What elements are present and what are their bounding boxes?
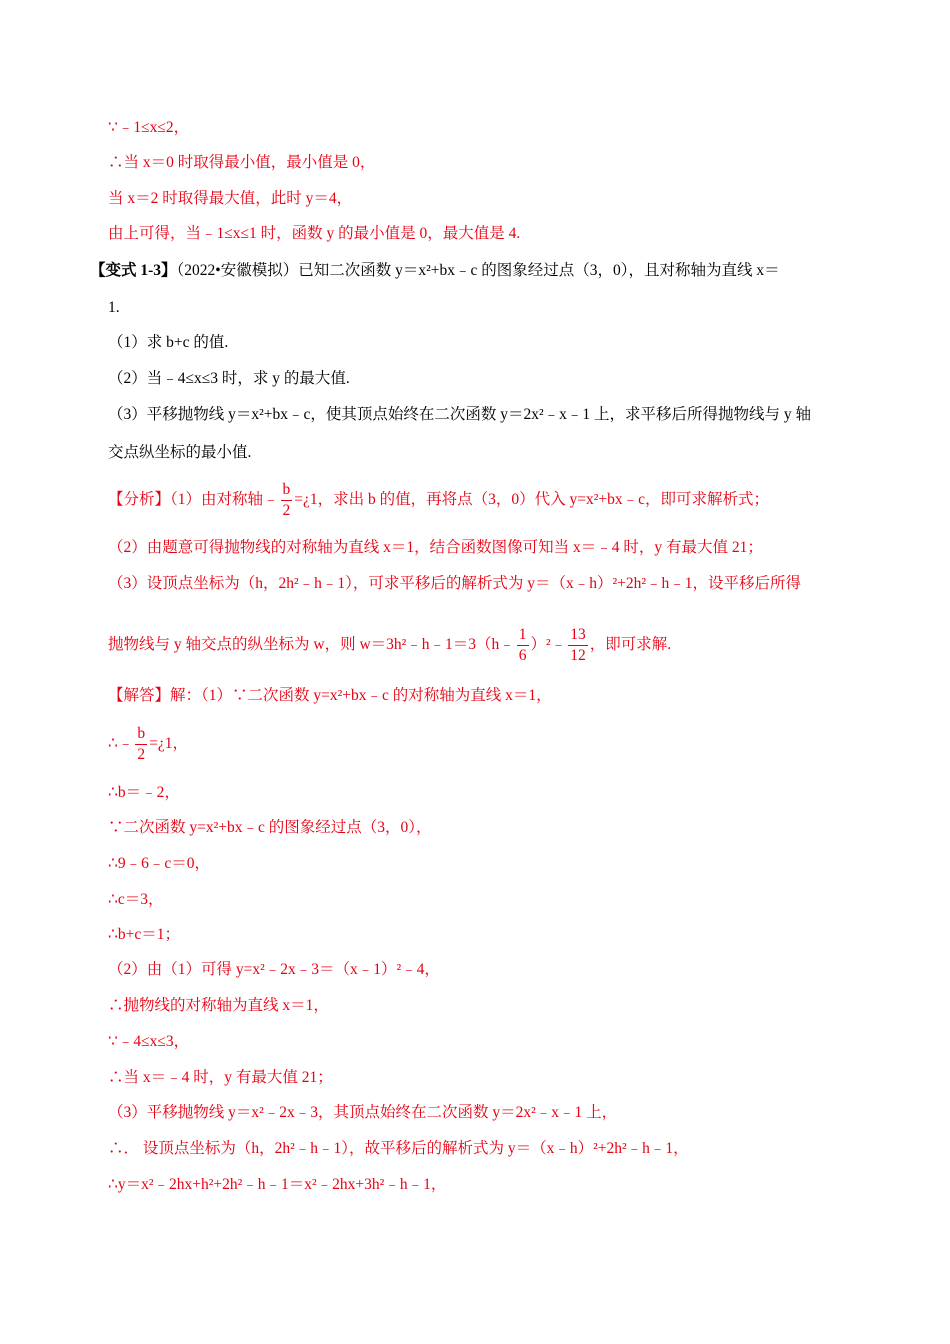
fraction-b-over-2 [135, 724, 147, 765]
question-3-line-2: 交点纵坐标的最小值. [108, 444, 252, 461]
question-2: （2）当﹣4≤x≤3 时，求 y 的最大值. [108, 370, 350, 387]
fraction-denominator: 6 [518, 647, 527, 664]
fraction-denominator: 2 [282, 502, 291, 519]
fraction-numerator: 13 [568, 625, 588, 646]
answer-l2-pre: ∴﹣ [108, 735, 134, 753]
fraction-numerator: 1 [517, 625, 529, 646]
fraction-denominator: 12 [570, 647, 586, 664]
analysis-p1-post: =¿1，求出 b 的值，再将点（3，0）代入 y=x²+bx﹣c，即可求解析式； [294, 491, 770, 509]
problem-stem-line-2: 1. [108, 299, 120, 316]
fraction-1-over-6 [517, 625, 529, 666]
answer-line-13: ∴． 设顶点坐标为（h，2h²﹣h﹣1），故平移后的解析式为 y＝（x﹣h）²+2h²﹣h﹣1， [108, 1140, 689, 1157]
answer-line-11: ∴当 x＝﹣4 时，y 有最大值 21； [108, 1069, 333, 1086]
answer-line-3: ∴b＝﹣2， [108, 784, 180, 801]
prev-solution-line-1: ∵﹣1≤x≤2， [108, 119, 190, 136]
answer-line-14: ∴y＝x²﹣2hx+h²+2h²﹣h﹣1＝x²﹣2hx+3h²﹣h﹣1， [108, 1176, 447, 1193]
prev-solution-line-2: ∴当 x＝0 时取得最小值，最小值是 0， [108, 154, 376, 171]
prev-solution-line-4: 由上可得，当﹣1≤x≤1 时，函数 y 的最小值是 0，最大值是 4. [108, 225, 521, 242]
analysis-part-2: （2）由题意可得抛物线的对称轴为直线 x＝1，结合函数图像可知当 x＝﹣4 时，y 有最大值 21； [108, 539, 763, 556]
analysis-p3-pre: 抛物线与 y 轴交点的纵坐标为 w，则 w＝3h²﹣h﹣1＝3（h﹣ [108, 636, 515, 654]
problem-stem-text: 已知二次函数 y＝x²+bx﹣c 的图象经过点（3，0），且对称轴为直线 x＝ [298, 262, 780, 279]
prev-solution-line-3: 当 x＝2 时取得最大值，此时 y＝4， [108, 190, 353, 207]
answer-line-7: ∴b+c＝1； [108, 926, 180, 943]
analysis-part-3-line-2 [108, 625, 671, 666]
analysis-part-1 [108, 480, 769, 521]
answer-line-5: ∴9﹣6﹣c＝0， [108, 855, 210, 872]
answer-label: 【解答】 [108, 687, 171, 704]
answer-line-1 [108, 686, 552, 706]
answer-line-12: （3）平移抛物线 y＝x²﹣2x﹣3，其顶点始终在二次函数 y＝2x²﹣x﹣1 上， [108, 1104, 618, 1121]
analysis-p1-pre: （1）由对称轴﹣ [170, 491, 279, 509]
fraction-denominator: 2 [137, 746, 146, 763]
analysis-p3-post: ，即可求解. [589, 636, 672, 654]
problem-stem [90, 261, 780, 281]
fraction-numerator: b [281, 480, 293, 501]
answer-l2-post: =¿1， [149, 735, 188, 753]
answer-l1: 解：（1）∵二次函数 y=x²+bx﹣c 的对称轴为直线 x＝1， [170, 687, 552, 704]
fraction-b-over-2 [281, 480, 293, 521]
answer-line-4: ∵二次函数 y=x²+bx﹣c 的图象经过点（3，0）， [108, 819, 432, 836]
question-1: （1）求 b+c 的值. [108, 334, 229, 351]
fraction-13-over-12 [568, 625, 588, 666]
problem-label: 【变式 1-3】 [90, 262, 177, 279]
answer-line-9: ∴抛物线的对称轴为直线 x＝1， [108, 997, 329, 1014]
answer-line-10: ∵﹣4≤x≤3， [108, 1033, 190, 1050]
answer-line-8: （2）由（1）可得 y=x²﹣2x﹣3＝（x﹣1）²﹣4， [108, 961, 440, 978]
problem-source: （2022•安徽模拟） [176, 262, 299, 279]
fraction-numerator: b [135, 724, 147, 745]
analysis-label: 【分析】 [108, 491, 171, 509]
answer-line-2 [108, 724, 188, 765]
analysis-p3-mid: ）²﹣ [530, 636, 567, 654]
question-3-line-1: （3）平移抛物线 y＝x²+bx﹣c，使其顶点始终在二次函数 y＝2x²﹣x﹣1 上，求平移后所得抛物线与 y 轴 [108, 406, 812, 423]
analysis-part-3-line-1: （3）设顶点坐标为（h，2h²﹣h﹣1），可求平移后的解析式为 y＝（x﹣h）²+2h²﹣h﹣1，设平移后所得 [108, 575, 802, 592]
answer-line-6: ∴c＝3， [108, 891, 164, 908]
